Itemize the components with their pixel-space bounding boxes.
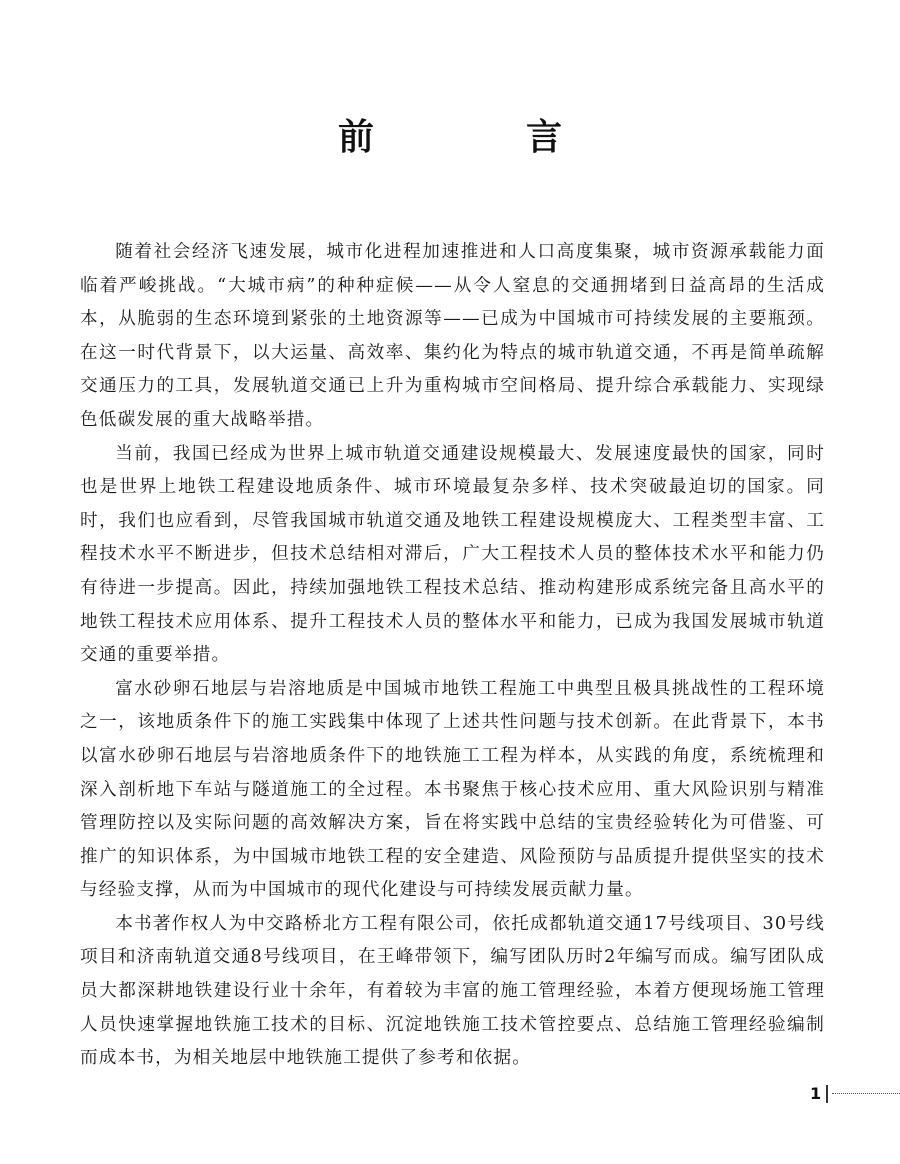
paragraph-4: 本书著作权人为中交路桥北方工程有限公司，依托成都轨道交通17号线项目、30号线项目和济南轨道交通8号线项目，在王峰带领下，编写团队历时2年编写而成。编写团队成员大都深耕地铁建设行业十余年，有着较为丰富的施工管理经验，本着方便现场施工管理人员快速掌握地铁施工技术的目标、沉淀地铁施工技术管控要点、总结施工管理经验编制而成本书，为相关地层中地铁施工提供了参考和依据。 bbox=[80, 913, 825, 1069]
page-title: 前 言 bbox=[337, 117, 620, 159]
page-number-divider bbox=[826, 1085, 828, 1103]
page-footer bbox=[810, 1082, 900, 1106]
preface-body bbox=[80, 236, 825, 1076]
paragraph-3: 富水砂卵石地层与岩溶地质是中国城市地铁工程施工中典型且极具挑战性的工程环境之一，该地质条件下的施工实践集中体现了上述共性问题与技术创新。在此背景下，本书以富水砂卵石地层与岩溶地质条件下的地铁施工工程为样本，从实践的角度，系统梳理和深入剖析地下车站与隧道施工的全过程。本书聚焦于核心技术应用、重大风险识别与精准管理防控以及实际问题的高效解决方案，旨在将实践中总结的宝贵经验转化为可借鉴、可推广的知识体系，为中国城市地铁工程的安全建造、风险预防与品质提升提供坚实的技术与经验支撑，从而为中国城市的现代化建设与可持续发展贡献力量。 bbox=[80, 678, 825, 901]
paragraph-1: 随着社会经济飞速发展，城市化进程加速推进和人口高度集聚，城市资源承载能力面临着严峻挑战。“大城市病”的种种症候——从令人窒息的交通拥堵到日益高昂的生活成本，从脆弱的生态环境到紧张的土地资源等——已成为中国城市可持续发展的主要瓶颈。在这一时代背景下，以大运量、高效率、集约化为特点的城市轨道交通，不再是简单疏解交通压力的工具，发展轨道交通已上升为重构城市空间格局、提升综合承载能力、实现绿色低碳发展的重大战略举措。 bbox=[80, 242, 825, 430]
footer-dotted-line bbox=[832, 1093, 900, 1094]
paragraph-2: 当前，我国已经成为世界上城市轨道交通建设规模最大、发展速度最快的国家，同时也是世界上地铁工程建设地质条件、城市环境最复杂多样、技术突破最迫切的国家。同时，我们也应看到，尽管我国城市轨道交通及地铁工程建设规模庞大、工程类型丰富、工程技术水平不断进步，但技术总结相对滞后，广大工程技术人员的整体技术水平和能力仍有待进一步提高。因此，持续加强地铁工程技术总结、推动构建形成系统完备且高水平的地铁工程技术应用体系、提升工程技术人员的整体水平和能力，已成为我国发展城市轨道交通的重要举措。 bbox=[80, 443, 825, 666]
page-number: 1 bbox=[810, 1084, 822, 1103]
